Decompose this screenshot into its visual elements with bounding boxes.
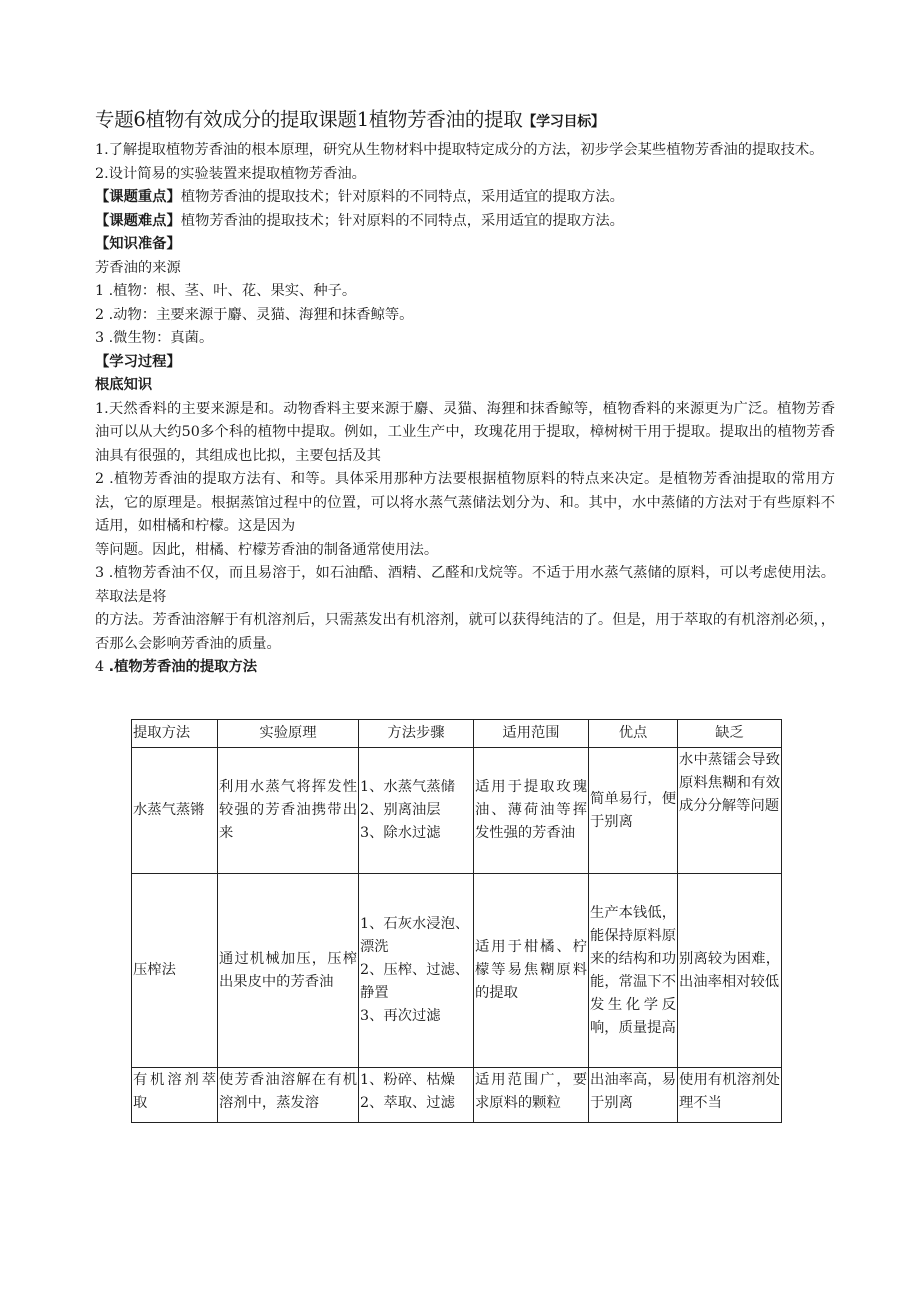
difficulty-text: 植物芳香油的提取技术；针对原料的不同特点，采用适宜的提取方法。 [180, 212, 624, 229]
cell-method: 压榨法 [132, 874, 218, 1068]
cell-method: 水蒸气蒸锵 [132, 748, 218, 874]
header-scope: 适用范围 [474, 720, 589, 748]
cell-principle: 通过机械加压，压榨出果皮中的芳香油 [218, 874, 359, 1068]
extraction-methods-table [131, 719, 782, 1123]
step-line: 1、水蒸气蒸储 [360, 779, 455, 795]
cell-scope: 适用范围广，要求原料的颗粒 [474, 1068, 589, 1123]
table-row [132, 874, 782, 1068]
process-paragraph-1: 1.天然香料的主要来源是和。动物香料主要来源于麝、灵猫、海狸和抹香鲸等，植物香料的来源更为广泛。植物芳香油可以从大约50多个科的植物中提取。例如，工业生产中，玫瑰花用于提取，樟树树干用于提取。提取出的植物芳香油具有很强的，其组成也比拟，主要包括及其 [95, 400, 835, 464]
cell-cons: 使用有机溶剂处理不当 [678, 1068, 782, 1123]
item4-number: 4 [95, 659, 109, 675]
document-page [95, 103, 835, 680]
prep-item-3: 3 .微生物：真菌。 [95, 330, 214, 346]
process-paragraph-2b: 等问题。因此，柑橘、柠檬芳香油的制备通常使用法。 [95, 541, 439, 558]
table-row [132, 1068, 782, 1123]
step-line: 静置 [360, 985, 389, 1001]
header-principle: 实验原理 [218, 720, 359, 748]
process-paragraph-3: 3 .植物芳香油不仅，而且易溶于，如石油酷、酒精、乙醛和戊烷等。不适于用水蒸气蒸储的原料，可以考虑使用法。萃取法是将 [95, 565, 835, 605]
step-line: 1、粉碎、枯燥 [360, 1072, 455, 1088]
difficulty [95, 210, 835, 234]
prep-subtitle: 芳香油的来源 [95, 259, 181, 276]
item4-label: .植物芳香油的提取方法 [108, 659, 258, 675]
prep-heading: 【知识准备】 [95, 236, 181, 252]
cell-scope: 适用于柑橘、柠檬等易焦糊原料的提取 [474, 874, 589, 1068]
step-line: 2、萃取、过滤 [360, 1095, 455, 1111]
cell-pros: 出油率高，易于别离 [589, 1068, 678, 1123]
cell-scope: 适用于提取玫瑰油、薄荷油等挥发性强的芳香油 [474, 748, 589, 874]
step-line: 漂洗 [360, 939, 389, 955]
process-subtitle: 根底知识 [95, 377, 153, 393]
key-point-label: 【课题重点】 [95, 189, 181, 205]
step-line: 3、再次过滤 [360, 1008, 441, 1024]
step-line: 2、别离油层 [360, 802, 441, 818]
cell-principle: 使芳香油溶解在有机溶剂中，蒸发溶 [218, 1068, 359, 1123]
table-header-row [132, 720, 782, 748]
prep-item-1: 1 .植物：根、茎、叶、花、果实、种子。 [95, 283, 357, 299]
cell-pros: 生产本钱低，能保持原料原来的结构和功能，常温下不发生化学反响，质量提高 [589, 874, 678, 1068]
difficulty-label: 【课题难点】 [95, 212, 181, 229]
key-point-text: 植物芳香油的提取技术；针对原料的不同特点，采用适宜的提取方法。 [180, 189, 624, 205]
title-main: 专题6植物有效成分的提取课题1植物芳香油的提取 [95, 108, 523, 131]
process-paragraph-3b: 的方法。芳香油溶解于有机溶剂后，只需蒸发出有机溶剂，就可以获得纯洁的了。但是，用于萃取的有机溶剂必须，，否那么会影响芳香油的质量。 [95, 612, 835, 652]
header-cons: 缺乏 [678, 720, 782, 748]
title-tag: 【学习目标】 [522, 114, 605, 130]
cell-steps [359, 874, 474, 1068]
process-paragraph-2: 2 .植物芳香油的提取方法有、和等。具体采用那种方法要根据植物原料的特点来决定。是植物芳香油提取的常用方法，它的原理是。根据蒸馆过程中的位置，可以将水蒸气蒸储法划分为、和。其中，水中蒸储的方法对于有些原料不适用，如柑橘和柠檬。这是因为 [95, 471, 835, 534]
cell-steps [359, 748, 474, 874]
cell-cons: 水中蒸镭会导致原料焦糊和有效成分分解等问题 [678, 748, 782, 874]
cell-steps [359, 1068, 474, 1123]
process-item-4 [95, 656, 835, 680]
table-row [132, 748, 782, 874]
key-point [95, 186, 835, 210]
step-line: 3、除水过滤 [360, 825, 441, 841]
step-line: 1、石灰水浸泡、 [360, 916, 470, 932]
goal-1: 1.了解提取植物芳香油的根本原理，研究从生物材料中提取特定成分的方法，初步学会某些植物芳香油的提取技术。 [95, 142, 824, 158]
goal-2: 2.设计简易的实验装置来提取植物芳香油。 [95, 165, 366, 182]
document-title [95, 103, 835, 139]
prep-item-2: 2 .动物：主要来源于麝、灵猫、海狸和抹香鲸等。 [95, 306, 414, 323]
cell-cons: 别离较为困难，出油率相对较低 [678, 874, 782, 1068]
cell-pros: 简单易行，便于别离 [589, 748, 678, 874]
header-pros: 优点 [589, 720, 678, 748]
cell-principle: 利用水蒸气将挥发性较强的芳香油携带出来 [218, 748, 359, 874]
header-steps: 方法步骤 [359, 720, 474, 748]
cell-method: 有机溶剂萃取 [132, 1068, 218, 1123]
step-line: 2、压榨、过滤、 [360, 962, 470, 978]
header-method: 提取方法 [132, 720, 218, 748]
process-heading: 【学习过程】 [95, 353, 181, 370]
